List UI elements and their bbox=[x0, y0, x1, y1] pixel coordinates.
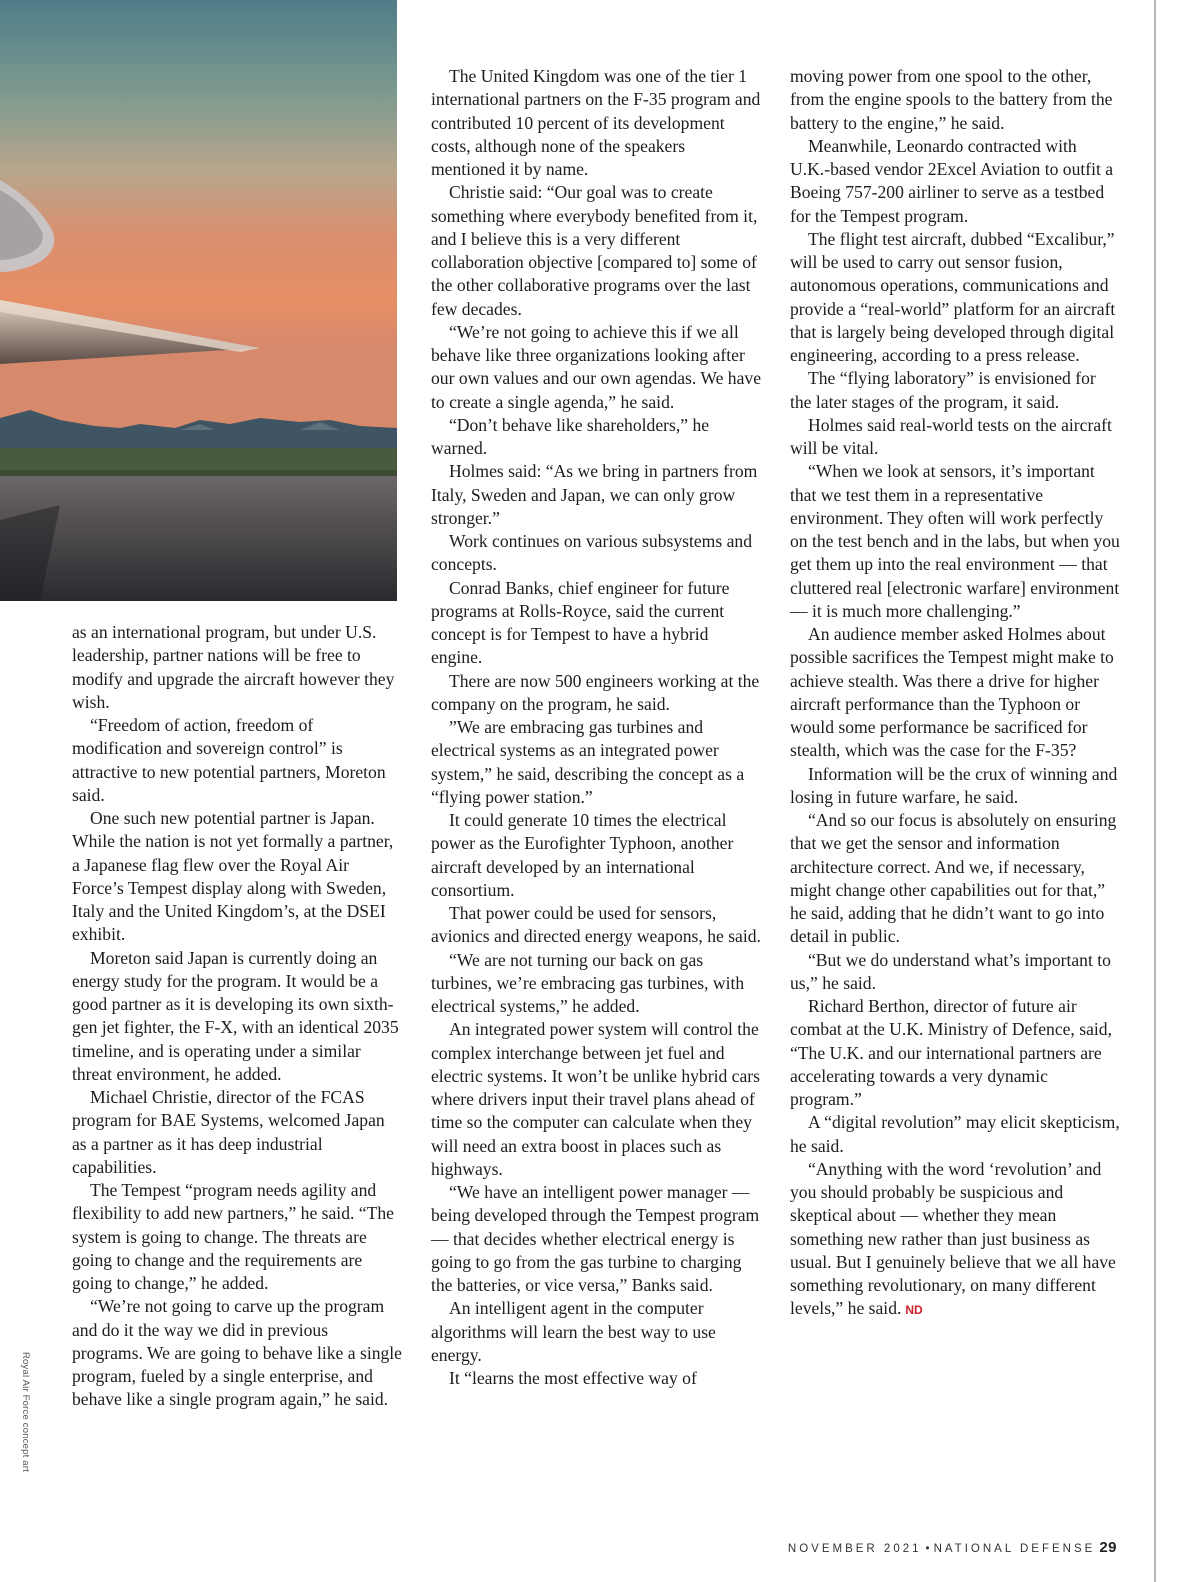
paragraph: “We are not turning our back on gas turbines, we’re embracing gas turbines, with electrical systems,” he added. bbox=[431, 949, 745, 1016]
aircraft-hangar-photo-icon bbox=[0, 0, 397, 601]
paragraph: “We have an intelligent power manager — being developed through the Tempest program — that decides whether electrical energy is going to go from the gas turbine to charging the batteries, or vice versa,” Banks said. bbox=[431, 1182, 760, 1295]
article-column-3 bbox=[790, 65, 1120, 1323]
paragraph: “Freedom of action, freedom of modification and sovereign control” is attractive to new potential partners, Moreton said. bbox=[72, 715, 386, 805]
paragraph: Christie said: “Our goal was to create something where everybody benefited from it, and I believe this is a very different collaboration objective [compared to] some of the other collaborative programs over the last few decades. bbox=[431, 182, 758, 319]
paragraph: It could generate 10 times the electrical power as the Eurofighter Typhoon, another aircraft developed by an international consortium. bbox=[431, 810, 734, 900]
paragraph: Meanwhile, Leonardo contracted with U.K.-based vendor 2Excel Aviation to outfit a Boeing 757-200 airliner to serve as a testbed for the Tempest program. bbox=[790, 135, 1114, 226]
paragraph: “We’re not going to achieve this if we all behave like three organizations looking after our own values and our own agendas. We have to create a single agenda,” he said. bbox=[431, 321, 762, 412]
page-edge-rule bbox=[1154, 0, 1156, 1582]
footer-issue-date: NOVEMBER 2021 bbox=[787, 1543, 922, 1555]
paragraph: The flight test aircraft, dubbed “Excalibur,” will be used to carry out sensor fusion, autonomous operations, communications and provide a “real-world” platform for an aircraft that is largely being developed through digital engineering, according to a press release. bbox=[790, 228, 1116, 365]
end-mark: ND bbox=[905, 1303, 923, 1318]
paragraph: The United Kingdom was one of the tier 1 international partners on the F-35 program and contributed 10 percent of its development costs, although none of the speakers mentioned it by name. bbox=[431, 66, 761, 179]
article-column-1 bbox=[72, 621, 402, 1412]
paragraph: One such new potential partner is Japan. While the nation is not yet formally a partner, a Japanese flag flew over the Royal Air Force’s Tempest display along with Sweden, Italy and the United Kingdom’s, at the DSEI exhibit. bbox=[72, 808, 394, 945]
paragraph-text: “Anything with the word ‘revolution’ and you should probably be suspicious and skeptical about — whether they mean something new rather than just business as usual. But I genuinely believe that we all have something revolutionary, on many different levels,” he said. bbox=[790, 1158, 1116, 1319]
paragraph: Conrad Banks, chief engineer for future programs at Rolls-Royce, said the current concept is for Tempest to have a hybrid engine. bbox=[431, 577, 730, 668]
paragraph: The Tempest “program needs agility and flexibility to add new partners,” he said. “The system is going to change. The threats are going to change and the requirements are going to change,” he added. bbox=[72, 1180, 394, 1293]
paragraph: An intelligent agent in the computer algorithms will learn the best way to use energy. bbox=[431, 1298, 716, 1365]
page-number: 29 bbox=[1099, 1539, 1117, 1556]
footer-separator: • bbox=[925, 1543, 930, 1555]
paragraph: “When we look at sensors, it’s important that we test them in a representative environment. They often will work perfectly on the test bench and in the labs, but when you get them up into the real environment — that cluttered real [electronic warfare] environment — it is much more challenging.” bbox=[790, 461, 1120, 621]
footer-magazine-name: NATIONAL DEFENSE bbox=[933, 1543, 1096, 1555]
paragraph: “We’re not going to carve up the program and do it the way we did in previous programs. We are going to behave like a single program, fueled by a single enterprise, and behave like a single program again,” he said. bbox=[72, 1296, 402, 1410]
paragraph: An integrated power system will control the complex interchange between jet fuel and electric systems. It won’t be unlike hybrid cars where drivers input their travel plans ahead of time so the computer can calculate when they will need an extra boost in places such as highways. bbox=[431, 1019, 760, 1179]
paragraph: moving power from one spool to the other, from the engine spools to the battery from the battery to the engine,” he said. bbox=[790, 66, 1113, 133]
paragraph: ”We are embracing gas turbines and electrical systems as an integrated power system,” he said, describing the concept as a “flying power station.” bbox=[431, 717, 745, 807]
paragraph: Richard Berthon, director of future air combat at the U.K. Ministry of Defence, said, “The U.K. and our international partners are accelerating towards a very dynamic program.” bbox=[790, 996, 1112, 1109]
paragraph: Information will be the crux of winning and losing in future warfare, he said. bbox=[790, 763, 1118, 807]
paragraph: Holmes said: “As we bring in partners from Italy, Sweden and Japan, we can only grow stronger.” bbox=[431, 461, 758, 528]
paragraph: A “digital revolution” may elicit skepticism, he said. bbox=[790, 1112, 1120, 1156]
paragraph: Work continues on various subsystems and concepts. bbox=[431, 531, 753, 575]
paragraph: as an international program, but under U.S. leadership, partner nations will be free to modify and upgrade the aircraft however they wish. bbox=[72, 622, 395, 712]
paragraph: “Don’t behave like shareholders,” he warned. bbox=[431, 414, 710, 458]
paragraph: Michael Christie, director of the FCAS program for BAE Systems, welcomed Japan as a partner as it has deep industrial capabilities. bbox=[72, 1087, 385, 1177]
paragraph: Holmes said real-world tests on the aircraft will be vital. bbox=[790, 414, 1112, 458]
aircraft-photo bbox=[0, 0, 397, 601]
paragraph: “But we do understand what’s important to us,” he said. bbox=[790, 949, 1111, 993]
last-paragraph bbox=[790, 1158, 1120, 1323]
paragraph: The “flying laboratory” is envisioned for the later stages of the program, it said. bbox=[790, 368, 1096, 412]
photo-credit bbox=[0, 1352, 31, 1472]
page-footer bbox=[788, 1539, 1117, 1557]
paragraph: It “learns the most effective way of bbox=[449, 1368, 697, 1388]
paragraph: That power could be used for sensors, avionics and directed energy weapons, he said. bbox=[431, 903, 761, 947]
paragraph: Moreton said Japan is currently doing an energy study for the program. It would be a good partner as it is developing its own sixth-gen jet fighter, the F-X, with an identical 2035 timeline, and is operating under a similar threat environment, he added. bbox=[72, 947, 399, 1084]
paragraph: There are now 500 engineers working at the company on the program, he said. bbox=[431, 670, 760, 714]
paragraph: “And so our focus is absolutely on ensuring that we get the sensor and information architecture correct. And we, if necessary, might change other capabilities out for that,” he said, adding that he didn’t want to go into detail in public. bbox=[790, 810, 1117, 947]
photo-credit-text: Royal Air Force concept art bbox=[20, 1352, 31, 1472]
paragraph: An audience member asked Holmes about possible sacrifices the Tempest might make to achieve stealth. Was there a drive for higher aircraft performance than the Typhoon or would some performance be sacrificed for stealth, which was the case for the F-35? bbox=[790, 624, 1114, 761]
article-column-2 bbox=[431, 65, 761, 1390]
